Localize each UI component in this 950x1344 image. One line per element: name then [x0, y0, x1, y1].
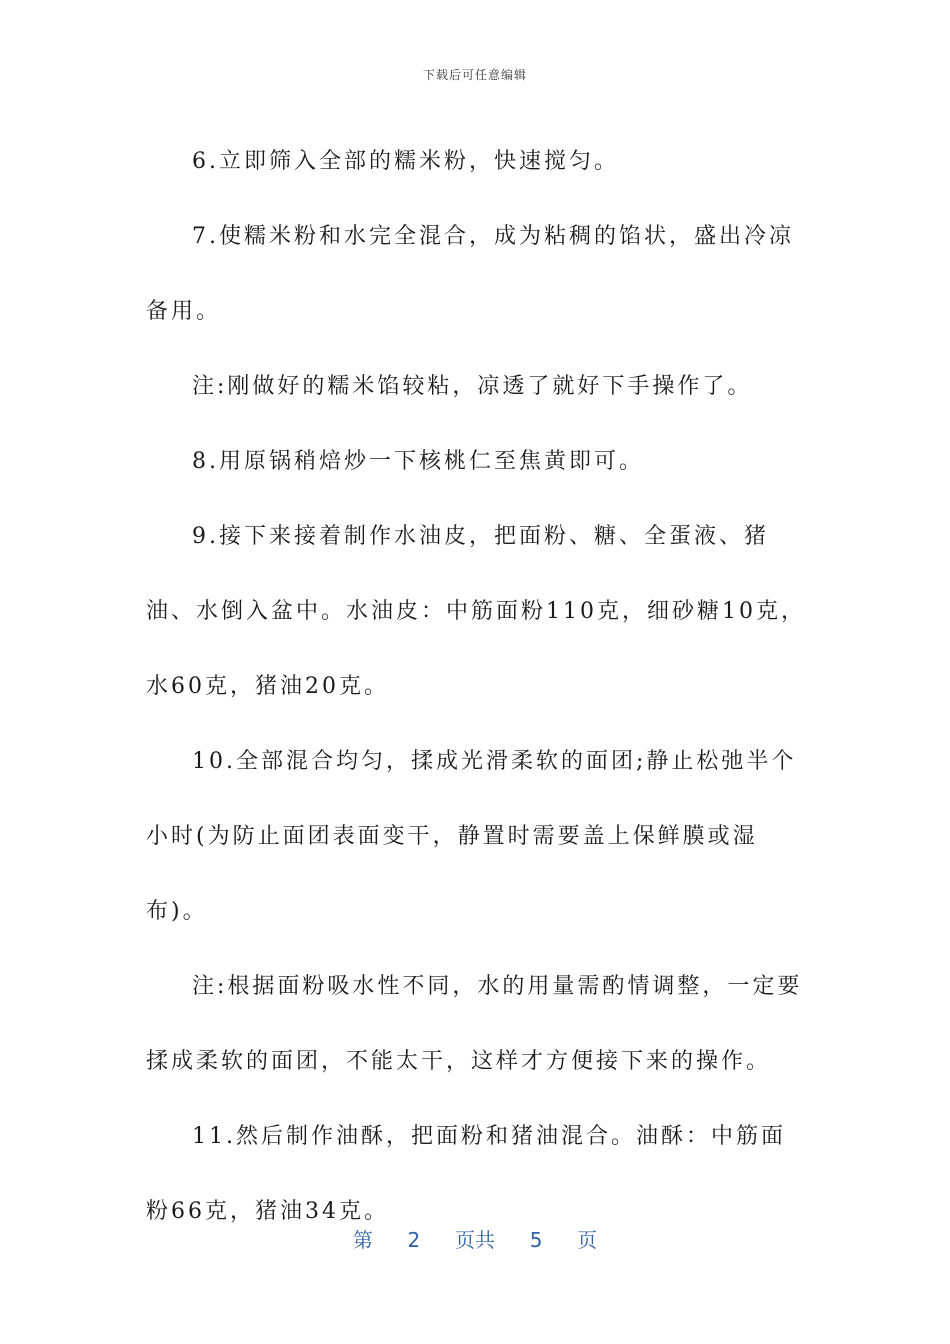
paragraph-note-2: 注:根据面粉吸水性不同，水的用量需酌情调整，一定要揉成柔软的面团，不能太干，这样才方便接下来的操作。: [146, 974, 803, 1074]
footer-suffix: 页: [577, 1228, 598, 1252]
paragraph-step-8: 8.用原锅稍焙炒一下核桃仁至焦黄即可。: [192, 449, 644, 474]
paragraph-step-10: 10.全部混合均匀，揉成光滑柔软的面团;静止松弛半个小时(为防止面团表面变干，静置时需要盖上保鲜膜或湿布)。: [146, 749, 797, 924]
paragraph-step-9: 9.接下来接着制作水油皮，把面粉、糖、全蛋液、猪油、水倒入盆中。水油皮：中筋面粉110克，细砂糖10克，水60克，猪油20克。: [146, 524, 806, 699]
footer-total-pages: 5: [529, 1228, 543, 1252]
document-body: [146, 124, 806, 1249]
footer-current-page: 2: [407, 1228, 421, 1252]
paragraph-note-1: 注:刚做好的糯米馅较粘，凉透了就好下手操作了。: [192, 374, 753, 399]
footer-middle: 页共: [455, 1228, 495, 1252]
footer-prefix: 第: [352, 1228, 373, 1252]
page-footer: [0, 1224, 950, 1253]
paragraph-step-11: 11.然后制作油酥，把面粉和猪油混合。油酥：中筋面粉66克，猪油34克。: [146, 1124, 786, 1224]
header-note: 下载后可任意编辑: [422, 68, 527, 82]
paragraph-step-6: 6.立即筛入全部的糯米粉，快速搅匀。: [192, 149, 619, 174]
paragraph-step-7: 7.使糯米粉和水完全混合，成为粘稠的馅状，盛出冷凉备用。: [146, 224, 794, 324]
